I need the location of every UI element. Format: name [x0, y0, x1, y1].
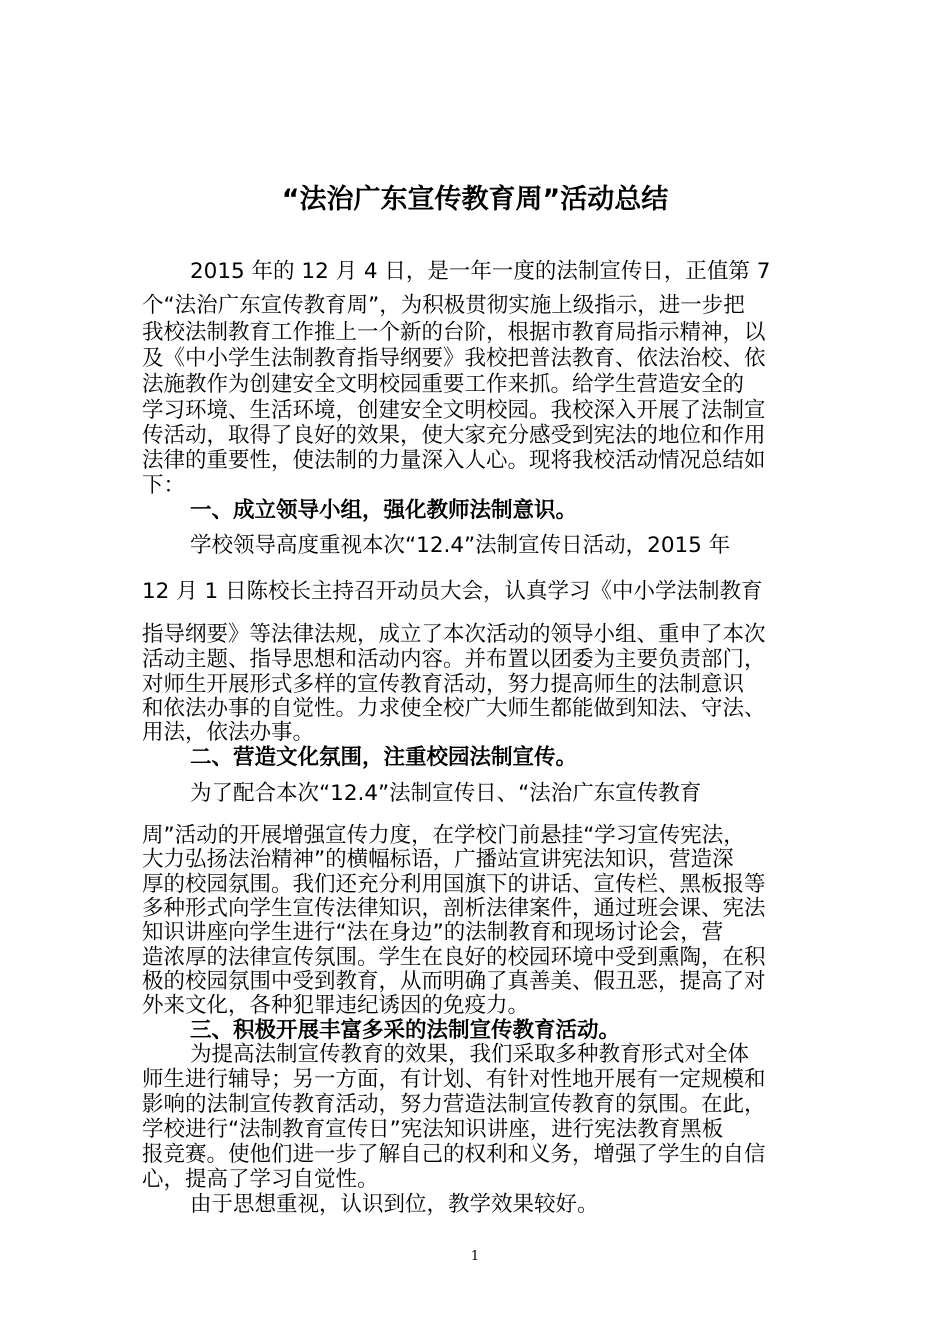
paragraph-line: 报竞赛。使他们进一步了解自己的权利和义务，增强了学生的自信 [142, 1142, 766, 1167]
section-heading: 一、成立领导小组，强化教师法制意识。 [190, 498, 578, 523]
paragraph-line: 下： [142, 473, 186, 498]
paragraph-line: 指导纲要》等法律法规，成立了本次活动的领导小组、重申了本次 [142, 622, 766, 647]
paragraph-line: 师生进行辅导；另一方面，有计划、有针对性地开展有一定规模和 [142, 1067, 766, 1092]
paragraph-line: 法律的重要性，使法制的力量深入人心。现将我校活动情况总结如 [142, 448, 766, 473]
section-heading: 三、积极开展丰富多采的法制宣传教育活动。 [190, 1018, 621, 1043]
paragraph-line: 及《中小学生法制教育指导纲要》我校把普法教育、依法治校、依 [142, 346, 766, 371]
paragraph-line: 对师生开展形式多样的宣传教育活动，努力提高师生的法制意识 [142, 672, 745, 697]
document-title: “法治广东宣传教育周”活动总结 [281, 184, 669, 215]
section-heading: 二、营造文化氛围，注重校园法制宣传。 [190, 745, 578, 770]
paragraph-line: 为了配合本次“12.4”法制宣传日、“法治广东宣传教育 [190, 781, 702, 806]
paragraph-line: 法施教作为创建安全文明校园重要工作来抓。给学生营造安全的 [142, 372, 745, 397]
paragraph-line: 学校领导高度重视本次“12.4”法制宣传日活动，2015 年 [190, 533, 731, 558]
paragraph-line: 大力弘扬法治精神”的横幅标语，广播站宣讲宪法知识，营造深 [142, 847, 734, 872]
paragraph-line: 厚的校园氛围。我们还充分利用国旗下的讲话、宣传栏、黑板报等 [142, 872, 766, 897]
paragraph-line: 12 月 1 日陈校长主持召开动员大会，认真学习《中小学法制教育 [142, 579, 763, 604]
paragraph-line: 外来文化，各种犯罪违纪诱因的免疫力。 [142, 993, 530, 1018]
paragraph-line: 心，提高了学习自觉性。 [142, 1167, 379, 1192]
paragraph-line: 影响的法制宣传教育活动，努力营造法制宣传教育的氛围。在此， [142, 1092, 766, 1117]
paragraph-line: 学习环境、生活环境，创建安全文明校园。我校深入开展了法制宣 [142, 398, 766, 423]
paragraph-line: 活动主题、指导思想和活动内容。并布置以团委为主要负责部门， [142, 647, 766, 672]
paragraph-line: 为提高法制宣传教育的效果，我们采取多种教育形式对全体 [190, 1042, 750, 1067]
paragraph-line: 传活动，取得了良好的效果，使大家充分感受到宪法的地位和作用 [142, 423, 766, 448]
paragraph-line: 造浓厚的法律宣传氛围。学生在良好的校园环境中受到熏陶，在积 [142, 945, 766, 970]
paragraph-line: 周”活动的开展增强宣传力度，在学校门前悬挂“学习宣传宪法， [142, 823, 745, 848]
page-number: 1 [470, 1249, 480, 1264]
paragraph-line: 学校进行“法制教育宣传日”宪法知识讲座，进行宪法教育黑板 [142, 1117, 724, 1142]
paragraph-line: 我校法制教育工作推上一个新的台阶，根据市教育局指示精神，以 [142, 320, 766, 345]
paragraph-line: 由于思想重视，认识到位，教学效果较好。 [190, 1192, 599, 1217]
paragraph-line: 极的校园氛围中受到教育，从而明确了真善美、假丑恶，提高了对 [142, 969, 766, 994]
paragraph-line: 2015 年的 12 月 4 日，是一年一度的法制宣传日，正值第 7 [190, 259, 771, 284]
paragraph-line: 多种形式向学生宣传法律知识，剖析法律案件，通过班会课、宪法 [142, 896, 766, 921]
paragraph-line: 和依法办事的自觉性。力求使全校广大师生都能做到知法、守法、 [142, 696, 766, 721]
paragraph-line: 个“法治广东宣传教育周”，为积极贯彻实施上级指示，进一步把 [142, 293, 745, 318]
paragraph-line: 用法，依法办事。 [142, 720, 315, 745]
paragraph-line: 知识讲座向学生进行“法在身边”的法制教育和现场讨论会，营 [142, 920, 724, 945]
